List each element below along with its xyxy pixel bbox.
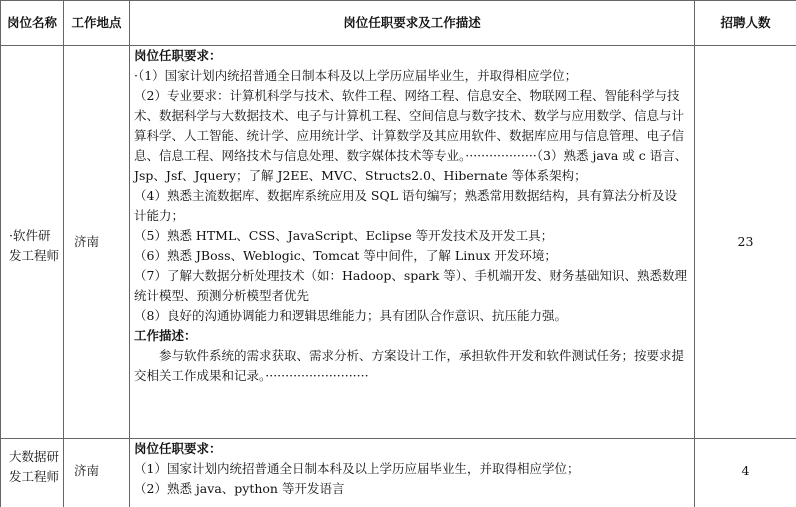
header-row — [1, 1, 796, 46]
position-name: 大数据研发工程师 — [9, 449, 60, 484]
position-name: ·软件研发工程师 — [9, 228, 60, 263]
description-cell — [130, 439, 695, 507]
requirement-item: （2）专业要求：计算机科学与技术、软件工程、网络工程、信息安全、物联网工程、智能科学与技术、数据科学与大数据技术、电子与计算机工程、空间信息与数字技术、数学与应用数学、信息与计算科学、人工智能、统计学、应用统计学、计算数学及其应用软件、数据库应用与信息管理、电子信息、信息工程、网络技术与信息处理、数字媒体技术等专业。··················（3）熟悉 java 或 c 语言、Jsp、Jsf、Jquery；了解 J2EE、MVC、Structs2.0、Hibernate 等体系架构； — [134, 88, 688, 183]
hiring-count: 23 — [737, 234, 754, 249]
requirement-item: （4）熟悉主流数据库、数据库系统应用及 SQL 语句编写；熟悉常用数据结构，具有算法分析及设计能力； — [134, 188, 678, 223]
requirements-heading: 岗位任职要求： — [134, 48, 222, 63]
requirement-item: （8）良好的沟通协调能力和逻辑思维能力；具有团队合作意识、抗压能力强。 — [134, 308, 567, 323]
count-cell — [695, 46, 796, 439]
location-text: 济南 — [74, 234, 100, 249]
work-description-text: 参与软件系统的需求获取、需求分析、方案设计工作，承担软件开发和软件测试任务；按要求提交相关工作成果和记录。·························· — [134, 348, 685, 383]
requirement-item: （1）国家计划内统招普通全日制本科及以上学历应届毕业生，并取得相应学位； — [134, 461, 580, 476]
position-name-cell — [1, 46, 64, 439]
location-cell — [64, 439, 130, 507]
position-name-cell — [1, 439, 64, 507]
header-count: 招聘人数 — [695, 1, 796, 46]
table-row — [1, 46, 796, 439]
requirements-heading: 岗位任职要求： — [134, 441, 222, 456]
work-description-heading: 工作描述： — [134, 328, 197, 343]
hiring-count: 4 — [741, 463, 750, 478]
header-location: 工作地点 — [64, 1, 130, 46]
requirement-item: （6）熟悉 JBoss、Weblogic、Tomcat 等中间件，了解 Linux 开发环境； — [134, 248, 557, 263]
requirement-item: （5）熟悉 HTML、CSS、JavaScript、Eclipse 等开发技术及开发工具； — [134, 228, 554, 243]
requirement-item: （7）了解大数据分析处理技术（如：Hadoop、spark 等）、手机端开发、财务基础知识、熟悉数理统计模型、预测分析模型者优先 — [134, 268, 688, 303]
location-cell — [64, 46, 130, 439]
count-cell — [695, 439, 796, 507]
requirement-item: ·（1）国家计划内统招普通全日制本科及以上学历应届毕业生，并取得相应学位； — [134, 68, 578, 83]
table-row — [1, 439, 796, 507]
header-description: 岗位任职要求及工作描述 — [130, 1, 695, 46]
description-cell — [130, 46, 695, 439]
header-position-name: 岗位名称 — [1, 1, 64, 46]
location-text: 济南 — [74, 463, 100, 478]
requirement-item: （2）熟悉 java、python 等开发语言 — [134, 481, 345, 496]
